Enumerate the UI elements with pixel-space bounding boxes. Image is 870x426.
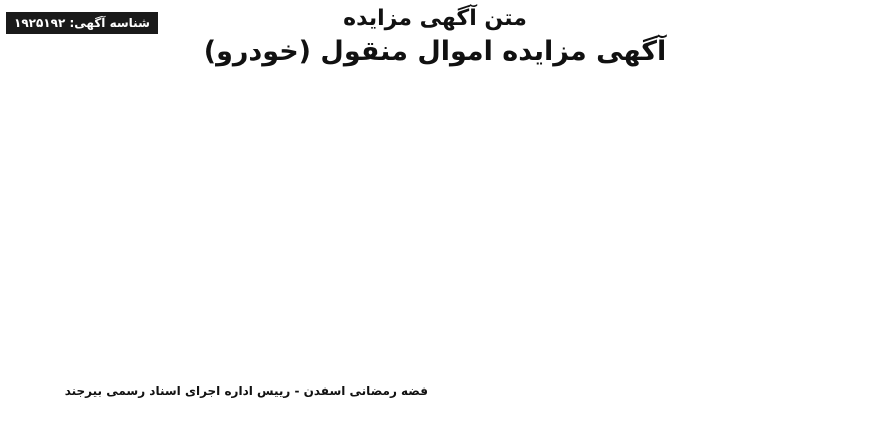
- notice-id-badge: شناسه آگهی: ۱۹۲۵۱۹۲: [6, 12, 158, 34]
- notice-subtitle: آگهی مزایده اموال منقول (خودرو): [203, 36, 667, 67]
- notice-body-right-column: [440, 78, 862, 418]
- notice-title: متن آگهی مزایده: [343, 6, 527, 31]
- notice-body-left-column: [8, 78, 428, 374]
- notice-signature: فضه رمضانی اسفدن - رییس اداره اجرای اسناد رسمی بیرجند: [64, 384, 428, 398]
- notice-frame: [4, 4, 866, 422]
